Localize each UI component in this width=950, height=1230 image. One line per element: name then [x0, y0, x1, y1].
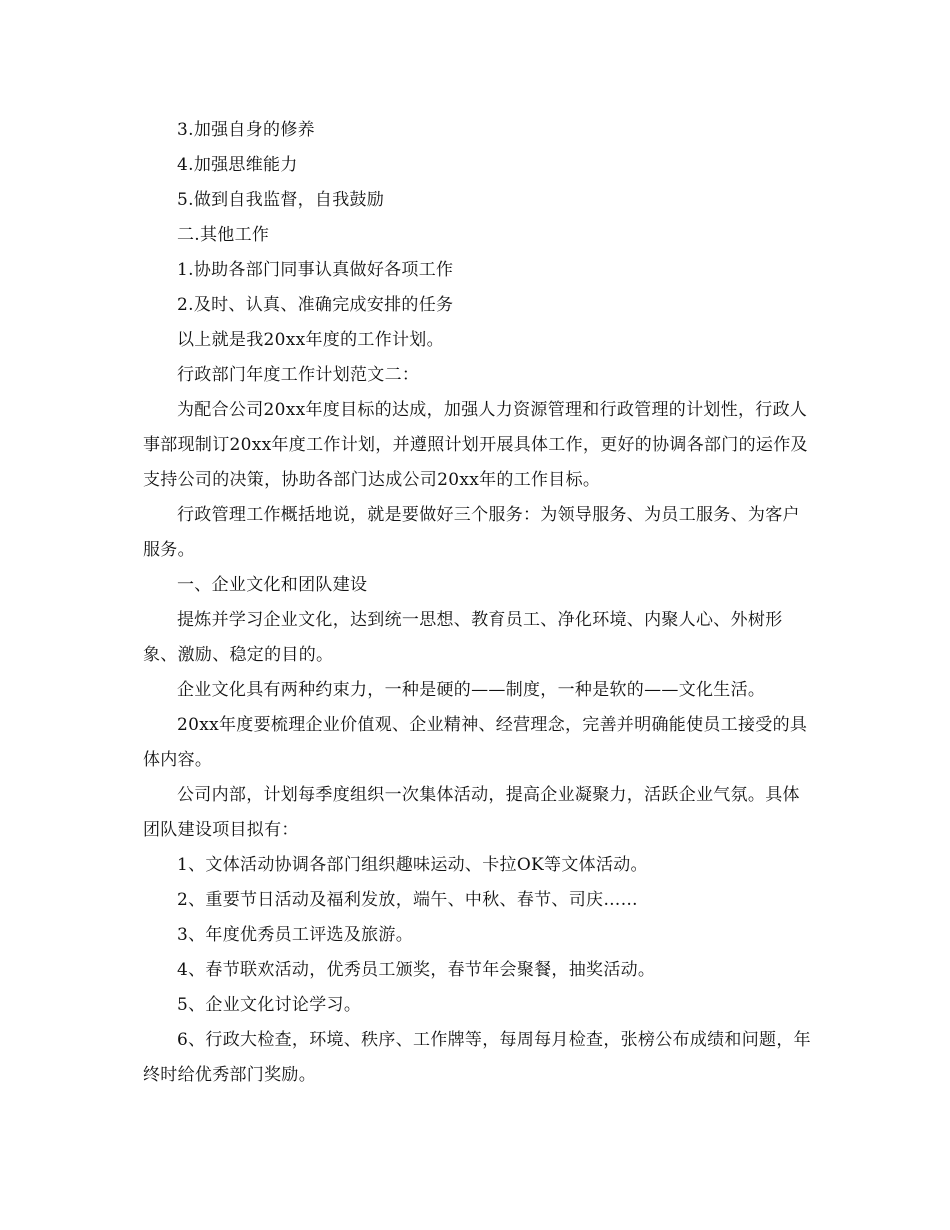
paragraph-three-services: 行政管理工作概括地说，就是要做好三个服务：为领导服务、为员工服务、为客户服务。	[143, 505, 800, 560]
paragraph-complete-tasks: 2.及时、认真、准确完成安排的任务	[177, 295, 454, 315]
list-item-holiday-benefits: 2、重要节日活动及福利发放，端午、中秋、春节、司庆……	[177, 890, 638, 910]
paragraph-culture-constraints: 企业文化具有两种约束力，一种是硬的——制度，一种是软的——文化生活。	[177, 680, 766, 700]
list-item-spring-festival: 4、春节联欢活动，优秀员工颁奖，春节年会聚餐，抽奖活动。	[177, 960, 656, 980]
section-heading-other-work: 二.其他工作	[177, 225, 270, 245]
list-item-employee-awards: 3、年度优秀员工评选及旅游。	[177, 925, 414, 945]
document-body	[143, 113, 813, 1093]
list-item-culture-study: 5、企业文化讨论学习。	[177, 995, 362, 1015]
paragraph-plan-summary: 以上就是我20xx年度的工作计划。	[177, 330, 444, 350]
paragraph-self-cultivation: 3.加强自身的修养	[177, 120, 315, 140]
paragraph-values-review: 20xx年度要梳理企业价值观、企业精神、经营理念，完善并明确能使员工接受的具体内容。	[143, 715, 808, 770]
list-item-sports-activities: 1、文体活动协调各部门组织趣味运动、卡拉OK等文体活动。	[177, 855, 648, 875]
paragraph-team-activities: 公司内部，计划每季度组织一次集体活动，提高企业凝聚力，活跃企业气氛。具体团队建设项目拟有：	[143, 785, 800, 840]
paragraph-culture-goals: 提炼并学习企业文化，达到统一思想、教育员工、净化环境、内聚人心、外树形象、激励、稳定的目的。	[143, 610, 783, 665]
section-heading-sample-two: 行政部门年度工作计划范文二：	[177, 365, 420, 385]
paragraph-plan-purpose: 为配合公司20xx年度目标的达成，加强人力资源管理和行政管理的计划性，行政人事部现制订20xx年度工作计划，并遵照计划开展具体工作，更好的协调各部门的运作及支持公司的决策，协助各部门达成公司20xx年的工作目标。	[143, 400, 808, 490]
paragraph-self-supervision: 5.做到自我监督，自我鼓励	[177, 190, 385, 210]
list-item-admin-inspection: 6、行政大检查，环境、秩序、工作牌等，每周每月检查，张榜公布成绩和问题，年终时给优秀部门奖励。	[143, 1030, 811, 1085]
paragraph-thinking-ability: 4.加强思维能力	[177, 155, 298, 175]
section-heading-corporate-culture: 一、企业文化和团队建设	[177, 575, 368, 595]
paragraph-assist-departments: 1.协助各部门同事认真做好各项工作	[177, 260, 454, 280]
